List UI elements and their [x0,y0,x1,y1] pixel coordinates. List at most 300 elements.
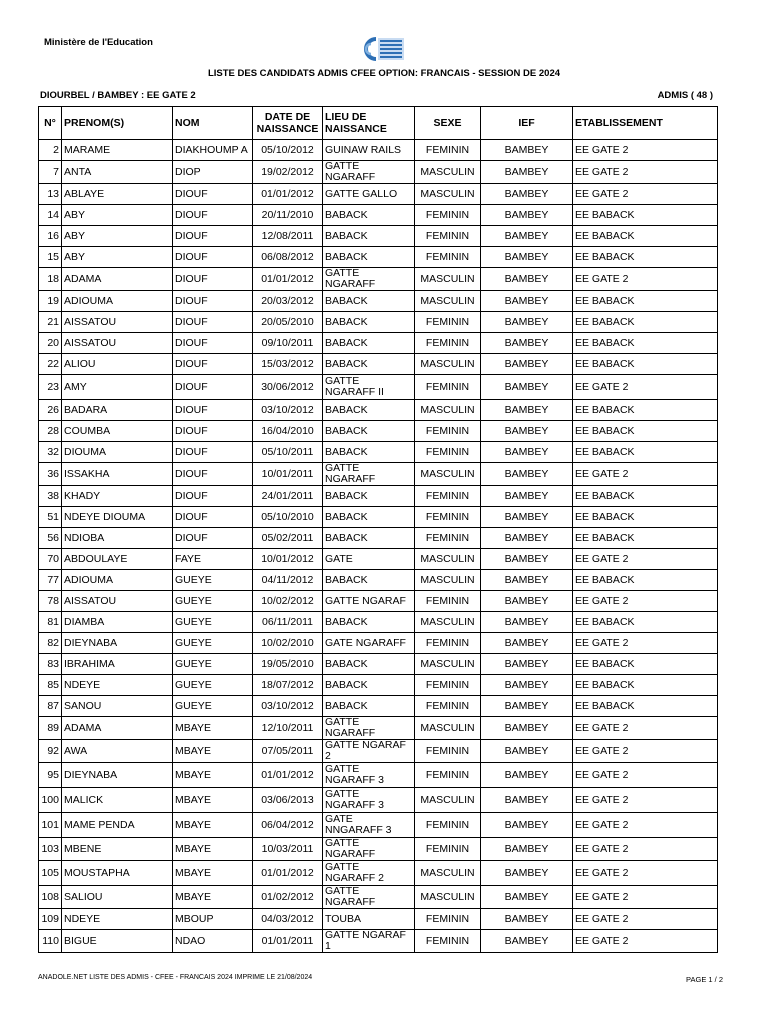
cell-prenoms: KHADY [62,486,173,507]
cell-lieu-naissance: BABACK [323,442,415,463]
cell-etablissement: EE GATE 2 [573,763,718,788]
cell-lieu-naissance: BABACK [323,486,415,507]
cell-numero: 92 [39,740,62,763]
cell-date-naissance: 04/11/2012 [253,570,323,591]
cell-prenoms: AISSATOU [62,312,173,333]
cell-ief: BAMBEY [481,507,573,528]
cell-prenoms: ADIOUMA [62,291,173,312]
cell-nom: MBOUP [173,909,253,930]
cell-numero: 87 [39,696,62,717]
cell-nom: DIOUF [173,184,253,205]
cell-nom: GUEYE [173,654,253,675]
cell-sexe: FEMININ [415,247,481,268]
table-row [39,528,718,549]
cell-prenoms: BADARA [62,400,173,421]
table-row [39,549,718,570]
cell-nom: DIAKHOUMP A [173,140,253,161]
cell-nom: MBAYE [173,861,253,886]
cell-etablissement: EE GATE 2 [573,184,718,205]
cell-numero: 20 [39,333,62,354]
cell-sexe: FEMININ [415,507,481,528]
cell-sexe: FEMININ [415,930,481,953]
cell-sexe: FEMININ [415,763,481,788]
cell-etablissement: EE GATE 2 [573,861,718,886]
cell-nom: MBAYE [173,717,253,740]
table-row [39,612,718,633]
cell-nom: DIOUF [173,247,253,268]
table-row [39,226,718,247]
cell-nom: MBAYE [173,763,253,788]
cell-etablissement: EE GATE 2 [573,886,718,909]
cell-date-naissance: 05/10/2010 [253,507,323,528]
cell-date-naissance: 20/05/2010 [253,312,323,333]
cell-date-naissance: 06/11/2011 [253,612,323,633]
cell-numero: 15 [39,247,62,268]
cell-date-naissance: 03/10/2012 [253,400,323,421]
cell-sexe: MASCULIN [415,354,481,375]
cell-date-naissance: 19/02/2012 [253,161,323,184]
cell-prenoms: ISSAKHA [62,463,173,486]
cell-sexe: FEMININ [415,696,481,717]
cell-lieu-naissance: BABACK [323,675,415,696]
cell-prenoms: MOUSTAPHA [62,861,173,886]
cell-lieu-naissance: BABACK [323,312,415,333]
table-row [39,291,718,312]
cell-lieu-naissance: GATTE NGARAFF 2 [323,861,415,886]
cell-nom: GUEYE [173,633,253,654]
cell-ief: BAMBEY [481,612,573,633]
cell-numero: 21 [39,312,62,333]
cell-lieu-naissance: GATTE NGARAFF 3 [323,763,415,788]
cell-sexe: FEMININ [415,813,481,838]
cell-nom: DIOUF [173,375,253,400]
cell-sexe: FEMININ [415,205,481,226]
cell-etablissement: EE BABACK [573,400,718,421]
cell-prenoms: AISSATOU [62,333,173,354]
cell-etablissement: EE BABACK [573,291,718,312]
cell-prenoms: ABLAYE [62,184,173,205]
col-header-nom: NOM [173,107,253,140]
cell-sexe: FEMININ [415,333,481,354]
cell-prenoms: MARAME [62,140,173,161]
cell-nom: DIOUF [173,333,253,354]
cell-lieu-naissance: BABACK [323,226,415,247]
cell-prenoms: IBRAHIMA [62,654,173,675]
cell-ief: BAMBEY [481,838,573,861]
cell-nom: GUEYE [173,675,253,696]
cell-ief: BAMBEY [481,591,573,612]
cell-etablissement: EE BABACK [573,528,718,549]
admis-count: ADMIS ( 48 ) [657,90,713,101]
cell-ief: BAMBEY [481,930,573,953]
cell-sexe: FEMININ [415,838,481,861]
table-row [39,463,718,486]
table-row [39,570,718,591]
cell-ief: BAMBEY [481,463,573,486]
cell-etablissement: EE GATE 2 [573,909,718,930]
col-header-prenoms: PRENOM(S) [62,107,173,140]
cell-prenoms: MAME PENDA [62,813,173,838]
cell-lieu-naissance: GUINAW RAILS [323,140,415,161]
cell-date-naissance: 03/10/2012 [253,696,323,717]
cell-etablissement: EE BABACK [573,333,718,354]
table-row [39,717,718,740]
cell-nom: GUEYE [173,696,253,717]
cell-date-naissance: 05/02/2011 [253,528,323,549]
list-title: LISTE DES CANDIDATS ADMIS CFEE OPTION: FRANCAIS - SESSION DE 2024 [207,68,561,79]
cell-numero: 83 [39,654,62,675]
table-row [39,633,718,654]
cell-nom: MBAYE [173,886,253,909]
cell-ief: BAMBEY [481,375,573,400]
cell-sexe: MASCULIN [415,268,481,291]
table-row [39,375,718,400]
cell-lieu-naissance: GATE [323,549,415,570]
table-row [39,161,718,184]
table-row [39,354,718,375]
cell-etablissement: EE BABACK [573,205,718,226]
col-header-numero: N° [39,107,62,140]
cell-lieu-naissance: BABACK [323,421,415,442]
cell-sexe: FEMININ [415,421,481,442]
cell-nom: FAYE [173,549,253,570]
cell-numero: 14 [39,205,62,226]
cell-prenoms: DIEYNABA [62,763,173,788]
table-row [39,763,718,788]
cell-etablissement: EE GATE 2 [573,740,718,763]
cell-etablissement: EE BABACK [573,442,718,463]
cell-ief: BAMBEY [481,861,573,886]
cell-prenoms: ABDOULAYE [62,549,173,570]
cell-sexe: FEMININ [415,740,481,763]
cell-numero: 51 [39,507,62,528]
cell-etablissement: EE BABACK [573,570,718,591]
cell-date-naissance: 10/02/2012 [253,591,323,612]
cell-numero: 70 [39,549,62,570]
table-row [39,205,718,226]
cell-lieu-naissance: BABACK [323,333,415,354]
cell-numero: 19 [39,291,62,312]
cell-sexe: FEMININ [415,909,481,930]
cell-ief: BAMBEY [481,528,573,549]
cell-etablissement: EE GATE 2 [573,838,718,861]
cell-date-naissance: 10/01/2012 [253,549,323,570]
cell-etablissement: EE BABACK [573,507,718,528]
cell-sexe: FEMININ [415,140,481,161]
cell-nom: NDAO [173,930,253,953]
cell-nom: DIOUF [173,268,253,291]
cell-ief: BAMBEY [481,354,573,375]
table-row [39,696,718,717]
cell-date-naissance: 06/08/2012 [253,247,323,268]
cell-date-naissance: 15/03/2012 [253,354,323,375]
cell-nom: DIOUF [173,442,253,463]
cell-ief: BAMBEY [481,333,573,354]
table-row [39,788,718,813]
cell-lieu-naissance: BABACK [323,247,415,268]
cell-date-naissance: 05/10/2012 [253,140,323,161]
cell-prenoms: ABY [62,226,173,247]
cell-ief: BAMBEY [481,654,573,675]
cell-lieu-naissance: BABACK [323,570,415,591]
cell-numero: 105 [39,861,62,886]
col-header-date-naissance: DATE DE NAISSANCE [253,107,323,140]
ministry-logo-icon [354,36,406,62]
cell-sexe: MASCULIN [415,717,481,740]
cell-prenoms: DIEYNABA [62,633,173,654]
cell-numero: 32 [39,442,62,463]
cell-date-naissance: 03/06/2013 [253,788,323,813]
cell-date-naissance: 12/10/2011 [253,717,323,740]
cell-lieu-naissance: GATTE NGARAFF [323,717,415,740]
cell-nom: DIOUF [173,528,253,549]
cell-numero: 109 [39,909,62,930]
cell-etablissement: EE GATE 2 [573,549,718,570]
cell-lieu-naissance: GATE NGARAFF [323,633,415,654]
cell-ief: BAMBEY [481,226,573,247]
cell-ief: BAMBEY [481,788,573,813]
cell-etablissement: EE BABACK [573,696,718,717]
table-row [39,838,718,861]
cell-sexe: MASCULIN [415,161,481,184]
cell-nom: MBAYE [173,813,253,838]
col-header-etablissement: ETABLISSEMENT [573,107,718,140]
cell-sexe: MASCULIN [415,861,481,886]
footer-print-info: ANADOLE.NET LISTE DES ADMIS - CFEE - FRANCAIS 2024 IMPRIME LE 21/08/2024 [38,974,313,981]
table-row [39,813,718,838]
table-row [39,591,718,612]
cell-nom: GUEYE [173,612,253,633]
cell-date-naissance: 18/07/2012 [253,675,323,696]
cell-nom: MBAYE [173,838,253,861]
cell-etablissement: EE BABACK [573,421,718,442]
cell-ief: BAMBEY [481,247,573,268]
cell-lieu-naissance: GATTE NGARAF [323,591,415,612]
cell-etablissement: EE GATE 2 [573,268,718,291]
cell-lieu-naissance: BABACK [323,696,415,717]
table-header-row [39,107,718,140]
cell-ief: BAMBEY [481,161,573,184]
cell-numero: 13 [39,184,62,205]
cell-nom: MBAYE [173,740,253,763]
cell-prenoms: COUMBA [62,421,173,442]
table-row [39,312,718,333]
cell-sexe: MASCULIN [415,788,481,813]
cell-sexe: FEMININ [415,375,481,400]
cell-ief: BAMBEY [481,740,573,763]
cell-date-naissance: 01/01/2011 [253,930,323,953]
table-row [39,886,718,909]
cell-etablissement: EE GATE 2 [573,591,718,612]
cell-prenoms: AISSATOU [62,591,173,612]
cell-lieu-naissance: BABACK [323,400,415,421]
cell-etablissement: EE GATE 2 [573,717,718,740]
cell-date-naissance: 09/10/2011 [253,333,323,354]
cell-date-naissance: 01/01/2012 [253,268,323,291]
table-row [39,861,718,886]
cell-ief: BAMBEY [481,549,573,570]
cell-etablissement: EE BABACK [573,675,718,696]
cell-numero: 110 [39,930,62,953]
cell-lieu-naissance: TOUBA [323,909,415,930]
cell-ief: BAMBEY [481,268,573,291]
cell-lieu-naissance: BABACK [323,612,415,633]
cell-nom: MBAYE [173,788,253,813]
col-header-ief: IEF [481,107,573,140]
cell-ief: BAMBEY [481,675,573,696]
cell-etablissement: EE BABACK [573,226,718,247]
cell-ief: BAMBEY [481,312,573,333]
cell-lieu-naissance: GATTE NGARAFF 3 [323,788,415,813]
cell-date-naissance: 20/11/2010 [253,205,323,226]
cell-sexe: MASCULIN [415,400,481,421]
cell-date-naissance: 01/01/2012 [253,861,323,886]
cell-ief: BAMBEY [481,633,573,654]
cell-date-naissance: 04/03/2012 [253,909,323,930]
cell-lieu-naissance: GATTE NGARAFF [323,268,415,291]
cell-ief: BAMBEY [481,813,573,838]
cell-lieu-naissance: GATTE NGARAF 2 [323,740,415,763]
cell-date-naissance: 06/04/2012 [253,813,323,838]
cell-nom: DIOUF [173,205,253,226]
cell-nom: DIOUF [173,463,253,486]
cell-lieu-naissance: GATE NNGARAFF 3 [323,813,415,838]
cell-prenoms: DIOUMA [62,442,173,463]
cell-prenoms: BIGUE [62,930,173,953]
cell-ief: BAMBEY [481,909,573,930]
cell-prenoms: MALICK [62,788,173,813]
cell-sexe: MASCULIN [415,886,481,909]
cell-lieu-naissance: GATTE NGARAFF [323,886,415,909]
cell-lieu-naissance: BABACK [323,291,415,312]
cell-sexe: FEMININ [415,312,481,333]
cell-numero: 101 [39,813,62,838]
table-row [39,486,718,507]
cell-numero: 85 [39,675,62,696]
cell-date-naissance: 20/03/2012 [253,291,323,312]
cell-prenoms: ALIOU [62,354,173,375]
cell-ief: BAMBEY [481,291,573,312]
cell-sexe: FEMININ [415,591,481,612]
cell-date-naissance: 07/05/2011 [253,740,323,763]
cell-etablissement: EE BABACK [573,612,718,633]
cell-date-naissance: 12/08/2011 [253,226,323,247]
cell-prenoms: SALIOU [62,886,173,909]
cell-numero: 89 [39,717,62,740]
cell-etablissement: EE GATE 2 [573,161,718,184]
cell-etablissement: EE GATE 2 [573,140,718,161]
cell-prenoms: ADAMA [62,268,173,291]
cell-ief: BAMBEY [481,763,573,788]
cell-numero: 56 [39,528,62,549]
cell-prenoms: MBENE [62,838,173,861]
cell-ief: BAMBEY [481,400,573,421]
cell-ief: BAMBEY [481,205,573,226]
cell-sexe: MASCULIN [415,463,481,486]
cell-nom: DIOUF [173,312,253,333]
cell-lieu-naissance: BABACK [323,205,415,226]
cell-ief: BAMBEY [481,140,573,161]
cell-date-naissance: 10/02/2010 [253,633,323,654]
cell-sexe: MASCULIN [415,549,481,570]
cell-numero: 2 [39,140,62,161]
cell-etablissement: EE BABACK [573,486,718,507]
cell-etablissement: EE GATE 2 [573,633,718,654]
cell-prenoms: ADIOUMA [62,570,173,591]
cell-lieu-naissance: BABACK [323,507,415,528]
footer-page-number: PAGE 1 / 2 [686,975,723,984]
table-row [39,930,718,953]
cell-nom: DIOUF [173,354,253,375]
cell-lieu-naissance: GATTE NGARAFF [323,838,415,861]
cell-nom: DIOUF [173,486,253,507]
cell-sexe: MASCULIN [415,570,481,591]
cell-etablissement: EE GATE 2 [573,463,718,486]
cell-numero: 16 [39,226,62,247]
table-row [39,507,718,528]
cell-ief: BAMBEY [481,486,573,507]
cell-sexe: MASCULIN [415,184,481,205]
cell-numero: 28 [39,421,62,442]
cell-sexe: FEMININ [415,442,481,463]
cell-nom: GUEYE [173,591,253,612]
cell-numero: 22 [39,354,62,375]
cell-nom: DIOP [173,161,253,184]
table-row [39,654,718,675]
cell-sexe: MASCULIN [415,291,481,312]
cell-sexe: FEMININ [415,528,481,549]
candidates-table [38,106,718,953]
cell-sexe: MASCULIN [415,612,481,633]
cell-lieu-naissance: BABACK [323,654,415,675]
cell-etablissement: EE BABACK [573,654,718,675]
cell-nom: DIOUF [173,421,253,442]
cell-lieu-naissance: GATTE NGARAFF [323,463,415,486]
cell-nom: DIOUF [173,291,253,312]
cell-numero: 82 [39,633,62,654]
cell-prenoms: NDIOBA [62,528,173,549]
cell-prenoms: SANOU [62,696,173,717]
cell-etablissement: EE GATE 2 [573,375,718,400]
table-row [39,333,718,354]
cell-ief: BAMBEY [481,886,573,909]
cell-numero: 78 [39,591,62,612]
cell-date-naissance: 01/02/2012 [253,886,323,909]
cell-date-naissance: 05/10/2011 [253,442,323,463]
cell-sexe: MASCULIN [415,654,481,675]
cell-numero: 108 [39,886,62,909]
cell-numero: 7 [39,161,62,184]
cell-date-naissance: 16/04/2010 [253,421,323,442]
table-row [39,740,718,763]
cell-date-naissance: 10/03/2011 [253,838,323,861]
cell-numero: 26 [39,400,62,421]
cell-numero: 100 [39,788,62,813]
cell-prenoms: ABY [62,205,173,226]
cell-prenoms: AMY [62,375,173,400]
table-row [39,421,718,442]
cell-lieu-naissance: GATTE NGARAFF [323,161,415,184]
cell-prenoms: ABY [62,247,173,268]
cell-numero: 36 [39,463,62,486]
cell-date-naissance: 10/01/2011 [253,463,323,486]
cell-numero: 103 [39,838,62,861]
cell-lieu-naissance: BABACK [323,528,415,549]
table-row [39,400,718,421]
col-header-lieu-naissance: LIEU DE NAISSANCE [323,107,415,140]
cell-nom: DIOUF [173,400,253,421]
table-row [39,140,718,161]
